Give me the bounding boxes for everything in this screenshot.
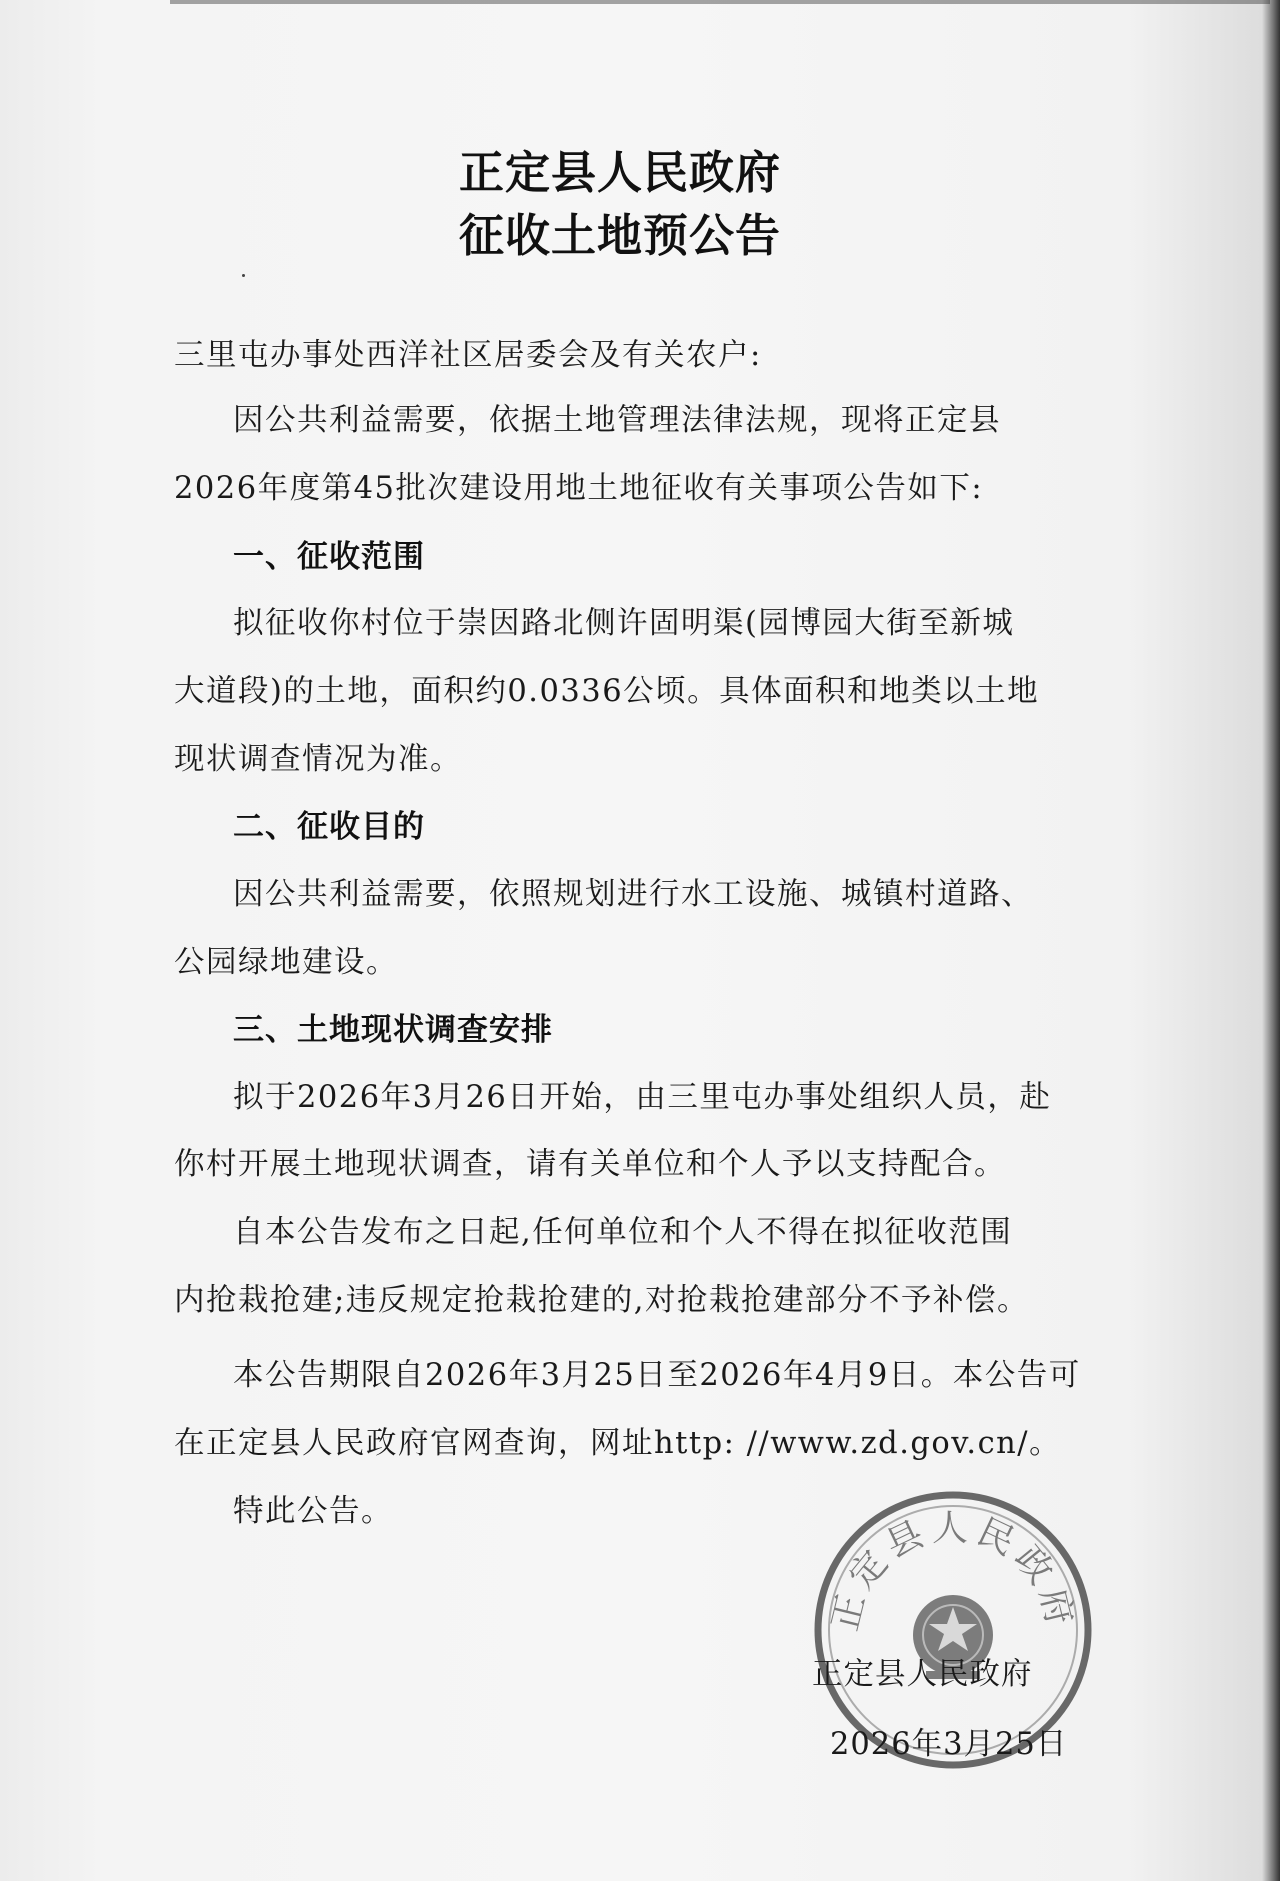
period-line-1: 本公告期限自2026年3月25日至2026年4月9日。本公告可 [233,1358,1081,1393]
section-heading-survey: 三、土地现状调查安排 [233,1012,553,1048]
paper-right-shadow [1262,0,1280,1881]
section-heading-scope: 一、征收范围 [233,539,425,575]
intro-line-1: 因公共利益需要，依据土地管理法律法规，现将正定县 [233,403,1001,438]
paper-top-edge [170,0,1270,4]
paper-speck [242,274,245,277]
seal-text: 正定县人民政府 [824,1508,1082,1635]
period-line-2: 在正定县人民政府官网查询，网址http: //www.zd.gov.cn/。 [174,1426,1062,1461]
prohibition-line-1: 自本公告发布之日起,任何单位和个人不得在拟征收范围 [233,1215,1013,1250]
section-heading-purpose: 二、征收目的 [233,809,425,845]
prohibition-line-2: 内抢栽抢建;违反规定抢栽抢建的,对抢栽抢建部分不予补偿。 [174,1283,1029,1318]
notice-title-line-2: 征收土地预公告 [458,209,781,262]
survey-line-1: 拟于2026年3月26日开始，由三里屯办事处组织人员，赴 [233,1080,1052,1115]
salutation: 三里屯办事处西洋社区居委会及有关农户: [174,338,762,373]
survey-line-2: 你村开展土地现状调查，请有关单位和个人予以支持配合。 [174,1147,1006,1182]
signature-org: 正定县人民政府 [812,1657,1033,1692]
signature-date: 2026年3月25日 [830,1727,1068,1762]
intro-line-2: 2026年度第45批次建设用地土地征收有关事项公告如下: [174,471,984,506]
scope-line-3: 现状调查情况为准。 [174,742,462,777]
scope-line-1: 拟征收你村位于崇因路北侧许固明渠(园博园大街至新城 [233,606,1015,641]
scope-line-2: 大道段)的土地，面积约0.0336公顷。具体面积和地类以土地 [174,674,1040,709]
purpose-line-1: 因公共利益需要，依照规划进行水工设施、城镇村道路、 [233,877,1033,912]
notice-title-line-1: 正定县人民政府 [458,146,781,199]
closing-text: 特此公告。 [233,1494,393,1529]
purpose-line-2: 公园绿地建设。 [174,945,398,980]
